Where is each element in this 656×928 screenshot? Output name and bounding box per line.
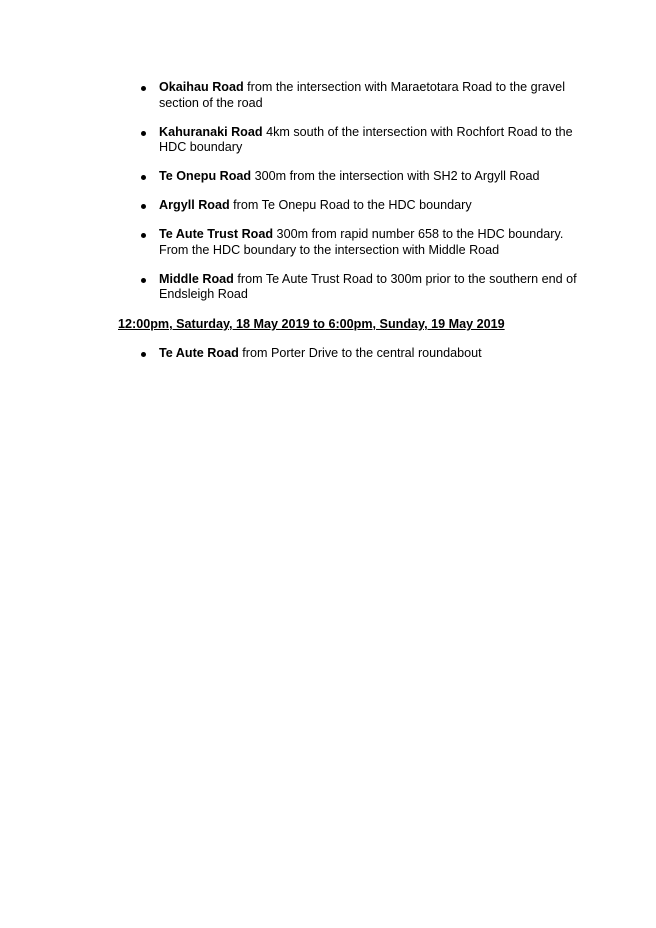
bullet-icon [141,204,146,209]
road-closure-list-1 [138,80,588,316]
bullet-icon [141,175,146,180]
bullet-icon [141,86,146,91]
list-item [138,125,588,156]
road-name: Te Aute Trust Road [159,227,274,241]
road-description: 300m from the intersection with SH2 to Argyll Road [251,169,540,183]
road-name: Te Onepu Road [159,169,252,183]
bullet-icon [141,131,146,136]
road-name: Kahuranaki Road [159,124,263,139]
bullet-icon [141,278,146,283]
road-name: Argyll Road [159,198,230,212]
section-heading: 12:00pm, Saturday, 18 May 2019 to 6:00pm, Sunday, 19 May 2019 [118,317,505,331]
road-description: 4km south of the intersection with Rochfort Road to the HDC boundary [159,124,573,154]
road-name: Okaihau Road [159,80,244,94]
list-item [138,80,588,111]
road-description: from the intersection with Maraetotara Road to the gravel section of the road [159,80,565,110]
road-description: 300m from rapid number 658 to the HDC boundary. From the HDC boundary to the intersection with Middle Road [159,227,564,257]
list-item [138,227,588,258]
list-item [138,272,588,303]
road-name: Middle Road [159,271,234,286]
road-description: from Te Onepu Road to the HDC boundary [229,198,472,212]
road-name: Te Aute Road [159,346,239,360]
bullet-icon [141,233,146,238]
list-item [138,198,588,214]
list-item [138,169,588,185]
list-item [138,346,588,362]
road-description: from Porter Drive to the central roundabout [238,346,482,360]
bullet-icon [141,352,146,357]
road-closure-list-2 [138,346,588,375]
road-description: from Te Aute Trust Road to 300m prior to the southern end of Endsleigh Road [159,271,577,301]
